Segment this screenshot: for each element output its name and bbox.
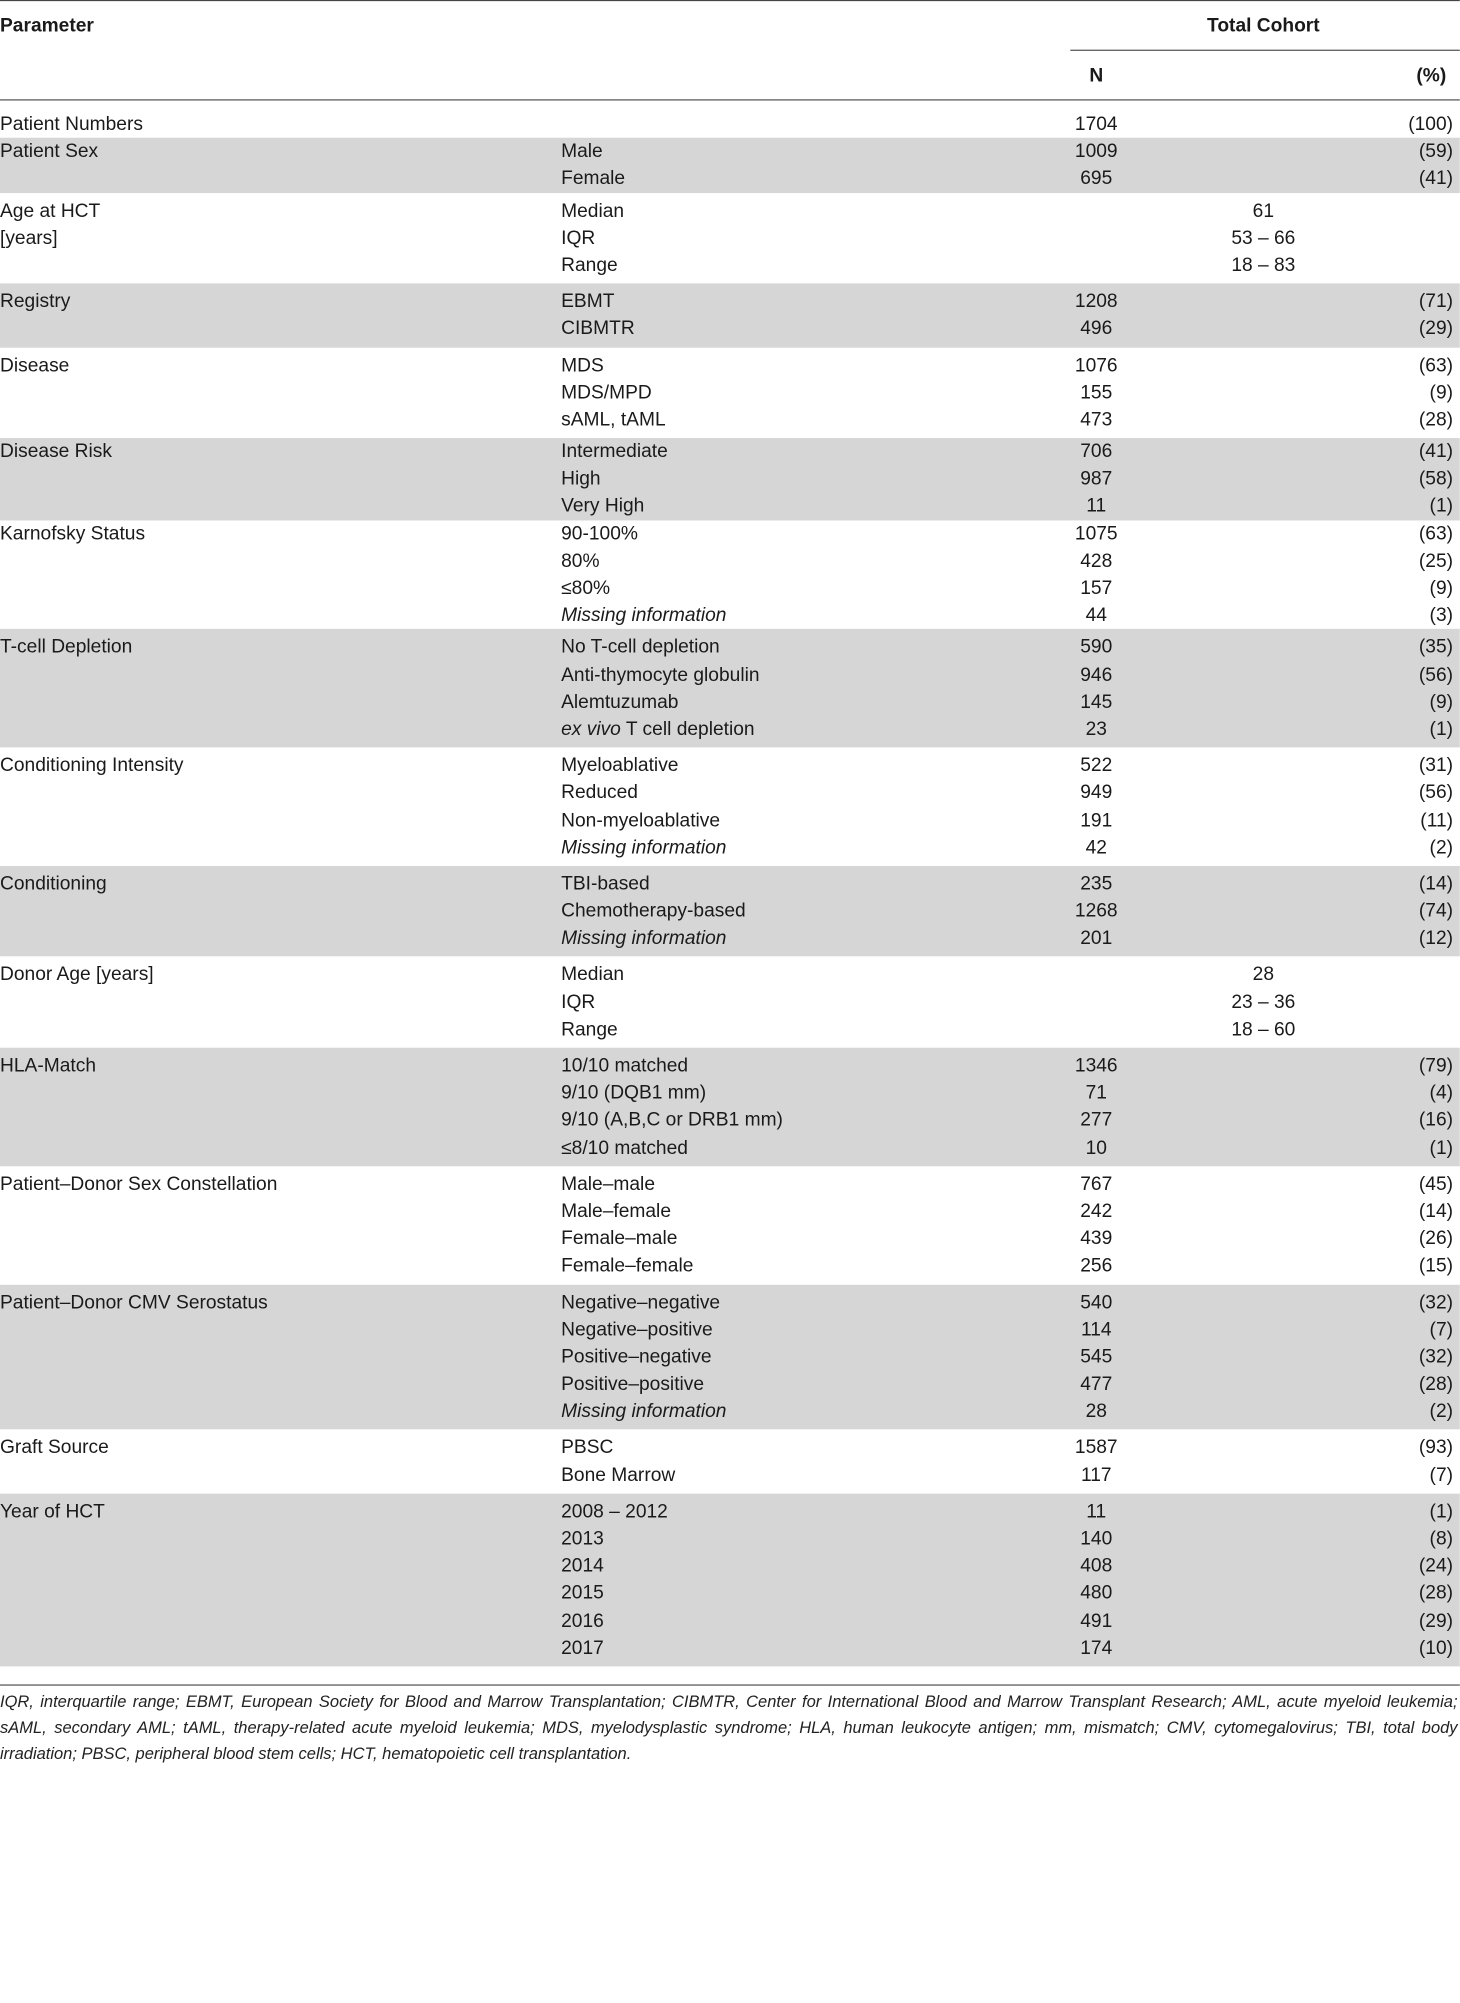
statistic-cell: 53 – 66 xyxy=(1231,226,1296,249)
parameter-label: Patient Sex xyxy=(0,140,99,162)
parameter-label: HLA-Match xyxy=(0,1054,97,1076)
table-row xyxy=(0,925,1460,952)
percent-cell: (25) xyxy=(1418,549,1454,572)
subcategory-label: Missing information xyxy=(561,927,727,949)
subcategory-label: Missing information xyxy=(561,604,727,626)
statistic-cell: 23 – 36 xyxy=(1231,990,1296,1013)
percent-cell: (79) xyxy=(1418,1054,1454,1076)
table-row xyxy=(0,1289,1460,1316)
count-cell: 522 xyxy=(1080,754,1113,776)
table-row xyxy=(0,288,1460,315)
count-cell: 256 xyxy=(1080,1254,1113,1277)
table-row xyxy=(0,779,1460,806)
table-row xyxy=(0,1316,1460,1343)
subcategory-label: IQR xyxy=(561,990,596,1013)
header-n: N xyxy=(1089,64,1104,86)
count-cell: 477 xyxy=(1080,1372,1113,1395)
table-row xyxy=(0,716,1460,743)
subcategory-label: Male xyxy=(561,140,603,162)
table-row xyxy=(0,1580,1460,1607)
percent-cell: (63) xyxy=(1418,522,1454,544)
parameter-label: Patient Numbers xyxy=(0,112,143,135)
subcategory-label: 2015 xyxy=(561,1582,604,1604)
count-cell: 1208 xyxy=(1074,290,1118,312)
count-cell: 491 xyxy=(1080,1609,1113,1631)
parameter-label: Conditioning xyxy=(0,872,107,895)
table-row xyxy=(0,1016,1460,1043)
table-row xyxy=(0,1525,1460,1552)
subcategory-label: Chemotherapy-based xyxy=(561,899,746,922)
table-row xyxy=(0,1198,1460,1225)
count-cell: 201 xyxy=(1080,927,1113,949)
percent-cell: (1) xyxy=(1429,717,1454,740)
count-cell: 44 xyxy=(1085,604,1107,626)
table-group xyxy=(0,111,1460,138)
table-row xyxy=(0,165,1460,192)
count-cell: 767 xyxy=(1080,1172,1113,1195)
table-row xyxy=(0,438,1460,465)
table-group xyxy=(0,866,1460,957)
table-row xyxy=(0,1607,1460,1634)
percent-cell: (15) xyxy=(1418,1254,1454,1277)
count-cell: 117 xyxy=(1080,1463,1112,1486)
table-group xyxy=(0,1166,1460,1284)
parameter-label: Graft Source xyxy=(0,1436,109,1459)
table-group xyxy=(0,347,1460,438)
percent-cell: (3) xyxy=(1429,604,1454,626)
statistic-cell: 18 – 83 xyxy=(1231,253,1296,276)
subcategory-label: Very High xyxy=(561,494,645,517)
table-row xyxy=(0,1052,1460,1079)
subcategory-label: Female xyxy=(561,167,626,189)
subcategory-label: High xyxy=(561,467,601,490)
subcategory-label: Missing information xyxy=(561,1400,727,1422)
statistic-cell: 18 – 60 xyxy=(1231,1018,1296,1040)
count-cell: 242 xyxy=(1080,1200,1113,1222)
parameter-label-line2: [years] xyxy=(0,226,58,249)
count-cell: 11 xyxy=(1086,1500,1107,1522)
table-row xyxy=(0,634,1460,661)
count-cell: 1587 xyxy=(1074,1436,1118,1459)
percent-cell: (24) xyxy=(1418,1554,1454,1577)
table-group xyxy=(0,1048,1460,1166)
table-row xyxy=(0,111,1460,138)
percent-cell: (63) xyxy=(1418,353,1454,376)
count-cell: 545 xyxy=(1080,1345,1113,1368)
table-row xyxy=(0,379,1460,406)
table-row xyxy=(0,1107,1460,1134)
count-cell: 590 xyxy=(1080,636,1113,658)
count-cell: 191 xyxy=(1080,808,1113,831)
table-row xyxy=(0,1434,1460,1461)
subcategory-label: Myeloablative xyxy=(561,754,679,776)
table-row xyxy=(0,1635,1460,1662)
table-row xyxy=(0,197,1460,224)
table-row xyxy=(0,1343,1460,1370)
count-cell: 157 xyxy=(1080,576,1113,599)
table-row xyxy=(0,1080,1460,1107)
parameter-label: T-cell Depletion xyxy=(0,636,133,658)
table-row xyxy=(0,138,1460,165)
subcategory-label: Male–female xyxy=(561,1200,671,1222)
table-group xyxy=(0,1430,1460,1494)
count-cell: 695 xyxy=(1080,167,1113,189)
subcategory-label: Median xyxy=(561,963,625,985)
subcategory-label: Anti-thymocyte globulin xyxy=(561,663,760,685)
subcategory-label: ≤8/10 matched xyxy=(561,1136,688,1158)
count-cell: 1076 xyxy=(1074,353,1118,376)
percent-cell: (32) xyxy=(1418,1345,1454,1368)
subcategory-label: CIBMTR xyxy=(561,317,635,340)
count-cell: 145 xyxy=(1080,690,1113,713)
subcategory-label: 2013 xyxy=(561,1527,604,1549)
percent-cell: (28) xyxy=(1418,408,1454,431)
percent-cell: (56) xyxy=(1418,663,1454,685)
percent-cell: (1) xyxy=(1429,1136,1454,1158)
subcategory-label: EBMT xyxy=(561,290,615,312)
table-row xyxy=(0,1371,1460,1398)
count-cell: 480 xyxy=(1080,1582,1113,1604)
percent-cell: (56) xyxy=(1418,781,1454,804)
table-row xyxy=(0,406,1460,433)
percent-cell: (31) xyxy=(1418,754,1454,776)
percent-cell: (2) xyxy=(1429,1400,1454,1422)
table-group xyxy=(0,748,1460,866)
count-cell: 42 xyxy=(1085,836,1107,858)
percent-cell: (71) xyxy=(1418,290,1454,312)
subcategory-label: Missing information xyxy=(561,836,727,858)
subcategory-label: 2017 xyxy=(561,1636,604,1659)
count-cell: 11 xyxy=(1086,494,1107,517)
table-row xyxy=(0,870,1460,897)
count-cell: 949 xyxy=(1080,781,1113,804)
percent-cell: (2) xyxy=(1429,836,1454,858)
subcategory-label: Positive–negative xyxy=(561,1345,712,1368)
subcategory-label: 90-100% xyxy=(561,522,638,544)
table-row xyxy=(0,1398,1460,1425)
table-row xyxy=(0,493,1460,520)
subcategory-label: TBI-based xyxy=(561,872,650,895)
top-rule xyxy=(0,0,1460,1)
percent-cell: (59) xyxy=(1418,140,1454,162)
table-group xyxy=(0,193,1460,284)
count-cell: 71 xyxy=(1085,1081,1107,1104)
subcategory-label: Negative–negative xyxy=(561,1291,721,1313)
count-cell: 540 xyxy=(1080,1291,1113,1313)
cohort-rule xyxy=(1070,50,1460,51)
statistic-cell: 28 xyxy=(1252,963,1275,985)
percent-cell: (29) xyxy=(1418,1609,1454,1631)
subcategory-label: Male–male xyxy=(561,1172,655,1195)
subcategory-label: Female–male xyxy=(561,1227,678,1249)
table-row xyxy=(0,752,1460,779)
percent-cell: (41) xyxy=(1418,167,1454,189)
subcategory-label xyxy=(561,716,754,743)
count-cell: 28 xyxy=(1085,1400,1107,1422)
header-total-cohort: Total Cohort xyxy=(1207,14,1320,37)
subcategory-italic-part: ex vivo xyxy=(561,717,621,740)
percent-cell: (4) xyxy=(1429,1081,1454,1104)
count-cell: 1346 xyxy=(1074,1054,1118,1076)
table-row xyxy=(0,989,1460,1016)
table-row xyxy=(0,898,1460,925)
count-cell: 439 xyxy=(1080,1227,1113,1249)
table-row xyxy=(0,224,1460,251)
subcategory-label: Intermediate xyxy=(561,440,668,462)
bottom-rule xyxy=(0,1684,1460,1685)
subcategory-label: Median xyxy=(561,199,625,221)
count-cell: 473 xyxy=(1080,408,1113,431)
percent-cell: (28) xyxy=(1418,1582,1454,1604)
table-row xyxy=(0,252,1460,279)
subcategory-label: Bone Marrow xyxy=(561,1463,676,1486)
percent-cell: (32) xyxy=(1418,1291,1454,1313)
subcategory-label: 9/10 (A,B,C or DRB1 mm) xyxy=(561,1109,783,1131)
table-group xyxy=(0,138,1460,193)
percent-cell: (29) xyxy=(1418,317,1454,340)
percent-cell: (93) xyxy=(1418,1436,1454,1459)
count-cell: 23 xyxy=(1085,717,1107,740)
subcategory-label: IQR xyxy=(561,226,596,249)
subcategory-label: Negative–positive xyxy=(561,1318,713,1340)
percent-cell: (11) xyxy=(1420,808,1454,831)
table-group xyxy=(0,629,1460,747)
subcategory-label: Positive–positive xyxy=(561,1372,705,1395)
subcategory-label: 2016 xyxy=(561,1609,604,1631)
percent-cell: (1) xyxy=(1429,494,1454,517)
table-group xyxy=(0,1493,1460,1666)
subcategory-label: Alemtuzumab xyxy=(561,690,679,713)
count-cell: 174 xyxy=(1080,1636,1113,1659)
count-cell: 155 xyxy=(1080,381,1113,403)
table-row xyxy=(0,961,1460,988)
subcategory-label: 2014 xyxy=(561,1554,604,1577)
subcategory-label: PBSC xyxy=(561,1436,614,1459)
table-row xyxy=(0,1252,1460,1279)
subcategory-label: MDS xyxy=(561,353,604,376)
percent-cell: (41) xyxy=(1418,440,1454,462)
header-parameter: Parameter xyxy=(0,14,94,37)
table-row xyxy=(0,520,1460,547)
parameter-label: Year of HCT xyxy=(0,1500,105,1522)
table-group xyxy=(0,438,1460,520)
parameter-label: Conditioning Intensity xyxy=(0,754,184,776)
percent-cell: (58) xyxy=(1418,467,1454,490)
subcategory-label: sAML, tAML xyxy=(561,408,666,431)
count-cell: 140 xyxy=(1080,1527,1113,1549)
percent-cell: (45) xyxy=(1418,1172,1454,1195)
count-cell: 235 xyxy=(1080,872,1113,895)
count-cell: 1075 xyxy=(1074,522,1118,544)
percent-cell: (100) xyxy=(1408,112,1454,135)
table-row xyxy=(0,352,1460,379)
subcategory-label: No T-cell depletion xyxy=(561,636,720,658)
subcategory-label: 10/10 matched xyxy=(561,1054,689,1076)
table-row xyxy=(0,1553,1460,1580)
table-body xyxy=(0,111,1460,1667)
parameter-label: Age at HCT xyxy=(0,199,101,221)
table-row xyxy=(0,834,1460,861)
parameter-label: Registry xyxy=(0,290,71,312)
percent-cell: (8) xyxy=(1429,1527,1454,1549)
table-row xyxy=(0,1170,1460,1197)
count-cell: 408 xyxy=(1080,1554,1113,1577)
table-group xyxy=(0,520,1460,629)
table-row xyxy=(0,465,1460,492)
subcategory-label: Non-myeloablative xyxy=(561,808,721,831)
percent-cell: (14) xyxy=(1418,872,1454,895)
count-cell: 946 xyxy=(1080,663,1113,685)
count-cell: 706 xyxy=(1080,440,1113,462)
parameter-label: Karnofsky Status xyxy=(0,522,146,544)
percent-cell: (74) xyxy=(1418,899,1454,922)
parameter-label: Disease xyxy=(0,353,70,376)
table-row xyxy=(0,1225,1460,1252)
subcategory-label: Range xyxy=(561,253,618,276)
count-cell: 277 xyxy=(1080,1109,1113,1131)
count-cell: 428 xyxy=(1080,549,1113,572)
table-row xyxy=(0,1498,1460,1525)
table-group xyxy=(0,284,1460,348)
table-row xyxy=(0,661,1460,688)
statistic-cell: 61 xyxy=(1252,199,1275,221)
table-row xyxy=(0,575,1460,602)
percent-cell: (10) xyxy=(1418,1636,1454,1659)
table-group xyxy=(0,957,1460,1048)
count-cell: 987 xyxy=(1080,467,1113,490)
parameter-label: Donor Age [years] xyxy=(0,963,154,985)
table-row xyxy=(0,1134,1460,1161)
percent-cell: (26) xyxy=(1418,1227,1454,1249)
percent-cell: (1) xyxy=(1429,1500,1454,1522)
subcategory-label: MDS/MPD xyxy=(561,381,652,403)
subcategory-label: Reduced xyxy=(561,781,638,804)
subcategory-label: 80% xyxy=(561,549,600,572)
parameter-label: Disease Risk xyxy=(0,440,113,462)
count-cell: 1009 xyxy=(1074,140,1118,162)
subcategory-rest: T cell depletion xyxy=(620,717,755,740)
count-cell: 114 xyxy=(1080,1318,1112,1340)
subcategory-label: Range xyxy=(561,1018,618,1040)
table-group xyxy=(0,1284,1460,1430)
percent-cell: (14) xyxy=(1418,1200,1454,1222)
table-row xyxy=(0,547,1460,574)
count-cell: 1704 xyxy=(1074,112,1118,135)
percent-cell: (12) xyxy=(1418,927,1454,949)
subcategory-label: 2008 – 2012 xyxy=(561,1500,668,1522)
count-cell: 496 xyxy=(1080,317,1113,340)
header-pct: (%) xyxy=(1416,64,1447,86)
table-row xyxy=(0,688,1460,715)
percent-cell: (35) xyxy=(1418,636,1454,658)
count-cell: 10 xyxy=(1085,1136,1107,1158)
subcategory-label: 9/10 (DQB1 mm) xyxy=(561,1081,707,1104)
percent-cell: (7) xyxy=(1429,1463,1454,1486)
count-cell: 1268 xyxy=(1074,899,1118,922)
table-row xyxy=(0,602,1460,629)
subcategory-label: Female–female xyxy=(561,1254,694,1277)
subcategory-label: ≤80% xyxy=(561,576,611,599)
table-footnote: IQR, interquartile range; EBMT, European Society for Blood and Marrow Transplantation; CIBMTR, Center for International Blood and Marrow Transplant Research; AML, acute myeloid leukemia; sAML, secondary AML; tAML, therapy-related acute myeloid leukemia; MDS, myelodysplastic syndrome; HLA, human leukocyte antigen; mm, mismatch; CMV, cytomegalovirus; TBI, total body irradiation; PBSC, peripheral blood stem cells; HCT, hematopoietic cell transplantation. xyxy=(0,1693,1458,1764)
table-row xyxy=(0,1462,1460,1489)
percent-cell: (9) xyxy=(1429,381,1454,403)
percent-cell: (16) xyxy=(1418,1109,1454,1131)
percent-cell: (7) xyxy=(1429,1318,1454,1340)
parameter-label: Patient–Donor Sex Constellation xyxy=(0,1172,278,1195)
parameter-label: Patient–Donor CMV Serostatus xyxy=(0,1291,268,1313)
table-row xyxy=(0,315,1460,342)
percent-cell: (9) xyxy=(1429,690,1454,713)
header-rule xyxy=(0,99,1460,100)
percent-cell: (9) xyxy=(1429,576,1454,599)
percent-cell: (28) xyxy=(1418,1372,1454,1395)
table-row xyxy=(0,807,1460,834)
